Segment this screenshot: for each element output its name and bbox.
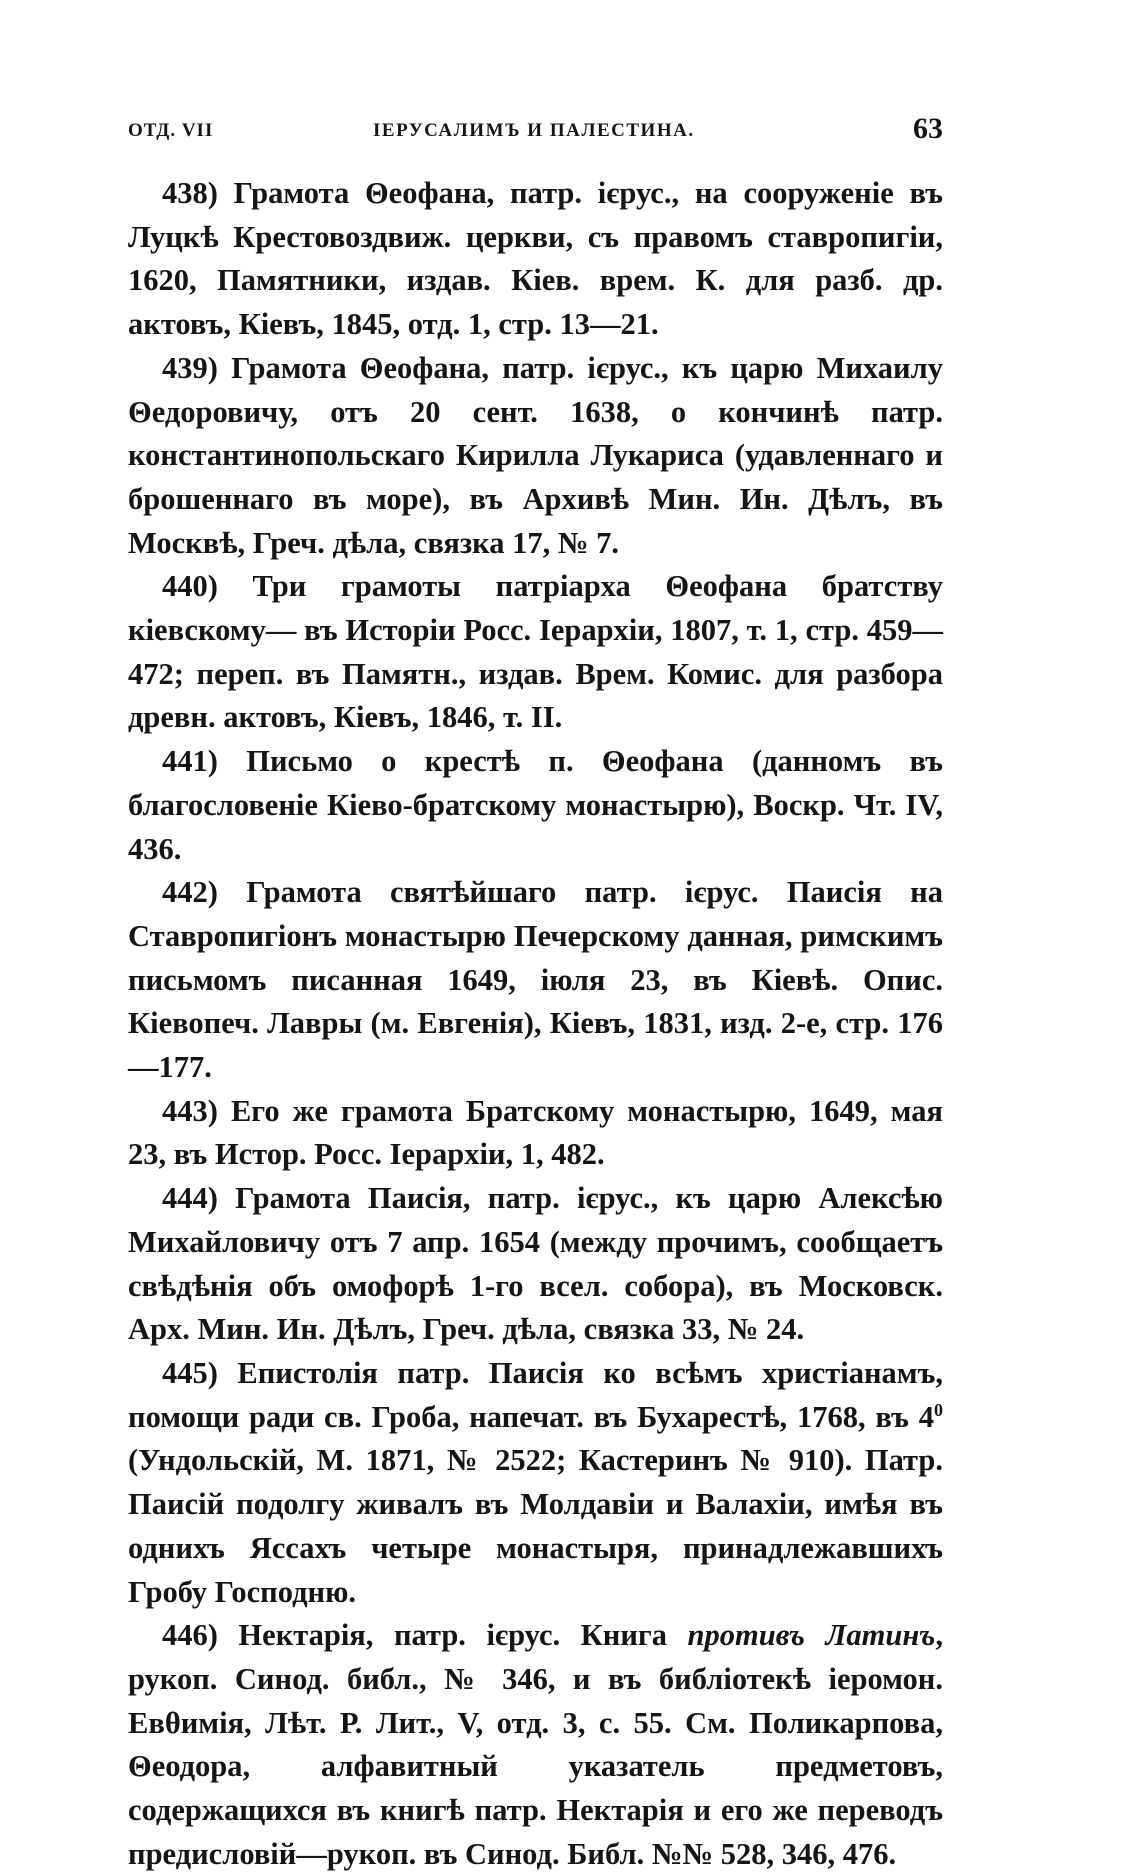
- italic-title: противъ Латинъ: [687, 1618, 936, 1653]
- entry-444: 444) Грамота Паисія, патр. ієрус., къ царю Алексѣю Михайловичу отъ 7 апр. 1654 (между прочимъ, сообщаетъ свѣдѣнія объ омофорѣ 1-го всел. собора), въ Московск. Арх. Мин. Ин. Дѣлъ, Греч. дѣла, связка 33, № 24.: [128, 1181, 943, 1347]
- entry-445-text-end: (Ундольскій, М. 1871, № 2522; Кастеринъ № 910). Патр. Паисій подолгу живалъ въ Молдавіи и Валахіи, имѣя въ однихъ Яссахъ четыре монастыря, принадлежавшихъ Гробу Господню.: [128, 1443, 943, 1609]
- format-superscript: 0: [934, 1399, 943, 1420]
- bibliography-list: [128, 172, 943, 1876]
- entry-438: 438) Грамота Θеофана, патр. ієрус., на сооруженіе въ Луцкѣ Крестовоздвиж. церкви, съ правомъ ставропигіи, 1620, Памятники, издав. Кіев. врем. К. для разб. др. актовъ, Кіевъ, 1845, отд. 1, стр. 13—21.: [128, 176, 943, 342]
- entry-440: 440) Три грамоты патріарха Θеофана братству кіевскому— въ Исторіи Росс. Іерархіи, 1807, т. 1, стр. 459—472; переп. въ Памятн., издав. Врем. Комис. для разбора древн. актовъ, Кіевъ, 1846, т. II.: [128, 569, 943, 735]
- running-header: [128, 112, 943, 152]
- entry-446: [128, 1614, 943, 1876]
- entry-442: 442) Грамота святѣйшаго патр. ієрус. Паисія на Ставропигіонъ монастырю Печерскому данная, римскимъ письмомъ писанная 1649, іюля 23, въ Кіевѣ. Опис. Кіевопеч. Лавры (м. Евгенія), Кіевъ, 1831, изд. 2-е, стр. 176—177.: [128, 875, 943, 1085]
- entry-439: 439) Грамота Θеофана, патр. ієрус., къ царю Михаилу Θедоровичу, отъ 20 сент. 1638, о кончинѣ патр. константинопольскаго Кирилла Лукариса (удавленнаго и брошеннаго въ море), въ Архивѣ Мин. Ин. Дѣлъ, въ Москвѣ, Греч. дѣла, связка 17, № 7.: [128, 350, 943, 560]
- entry-446-text-start: 446) Нектарія, патр. ієрус. Книга: [162, 1618, 688, 1653]
- page-number: 63: [913, 112, 943, 145]
- entry-441: 441) Письмо о крестѣ п. Θеофана (данномъ въ благословеніе Кіево-братскому монастырю), Воскр. Чт. IV, 436.: [128, 744, 943, 866]
- section-label: ОТД. VII: [128, 120, 214, 141]
- entry-445-text-start: 445) Епистолія патр. Паисія ко всѣмъ христіанамъ, помощи ради св. Гроба, напечат. въ Бухарестѣ, 1768, въ 4: [128, 1355, 943, 1434]
- entry-446-text-end: , рукоп. Синод. библ., № 346, и въ библіотекѣ іеромон. Евθимія, Лѣт. Р. Лит., V, отд. 3, с. 55. См. Поликарпова, Θеодора, алфавитный указатель предметовъ, содержащихся въ книгѣ патр. Нектарія и его же переводъ предисловій—рукоп. въ Синод. Библ. №№ 528, 346, 476.: [128, 1618, 943, 1871]
- entry-443: 443) Его же грамота Братскому монастырю, 1649, мая 23, въ Истор. Росс. Іерархіи, 1, 482.: [128, 1093, 943, 1172]
- entry-445: [128, 1352, 943, 1614]
- running-title: ІЕРУСАЛИМЪ И ПАЛЕСТИНА.: [373, 120, 695, 141]
